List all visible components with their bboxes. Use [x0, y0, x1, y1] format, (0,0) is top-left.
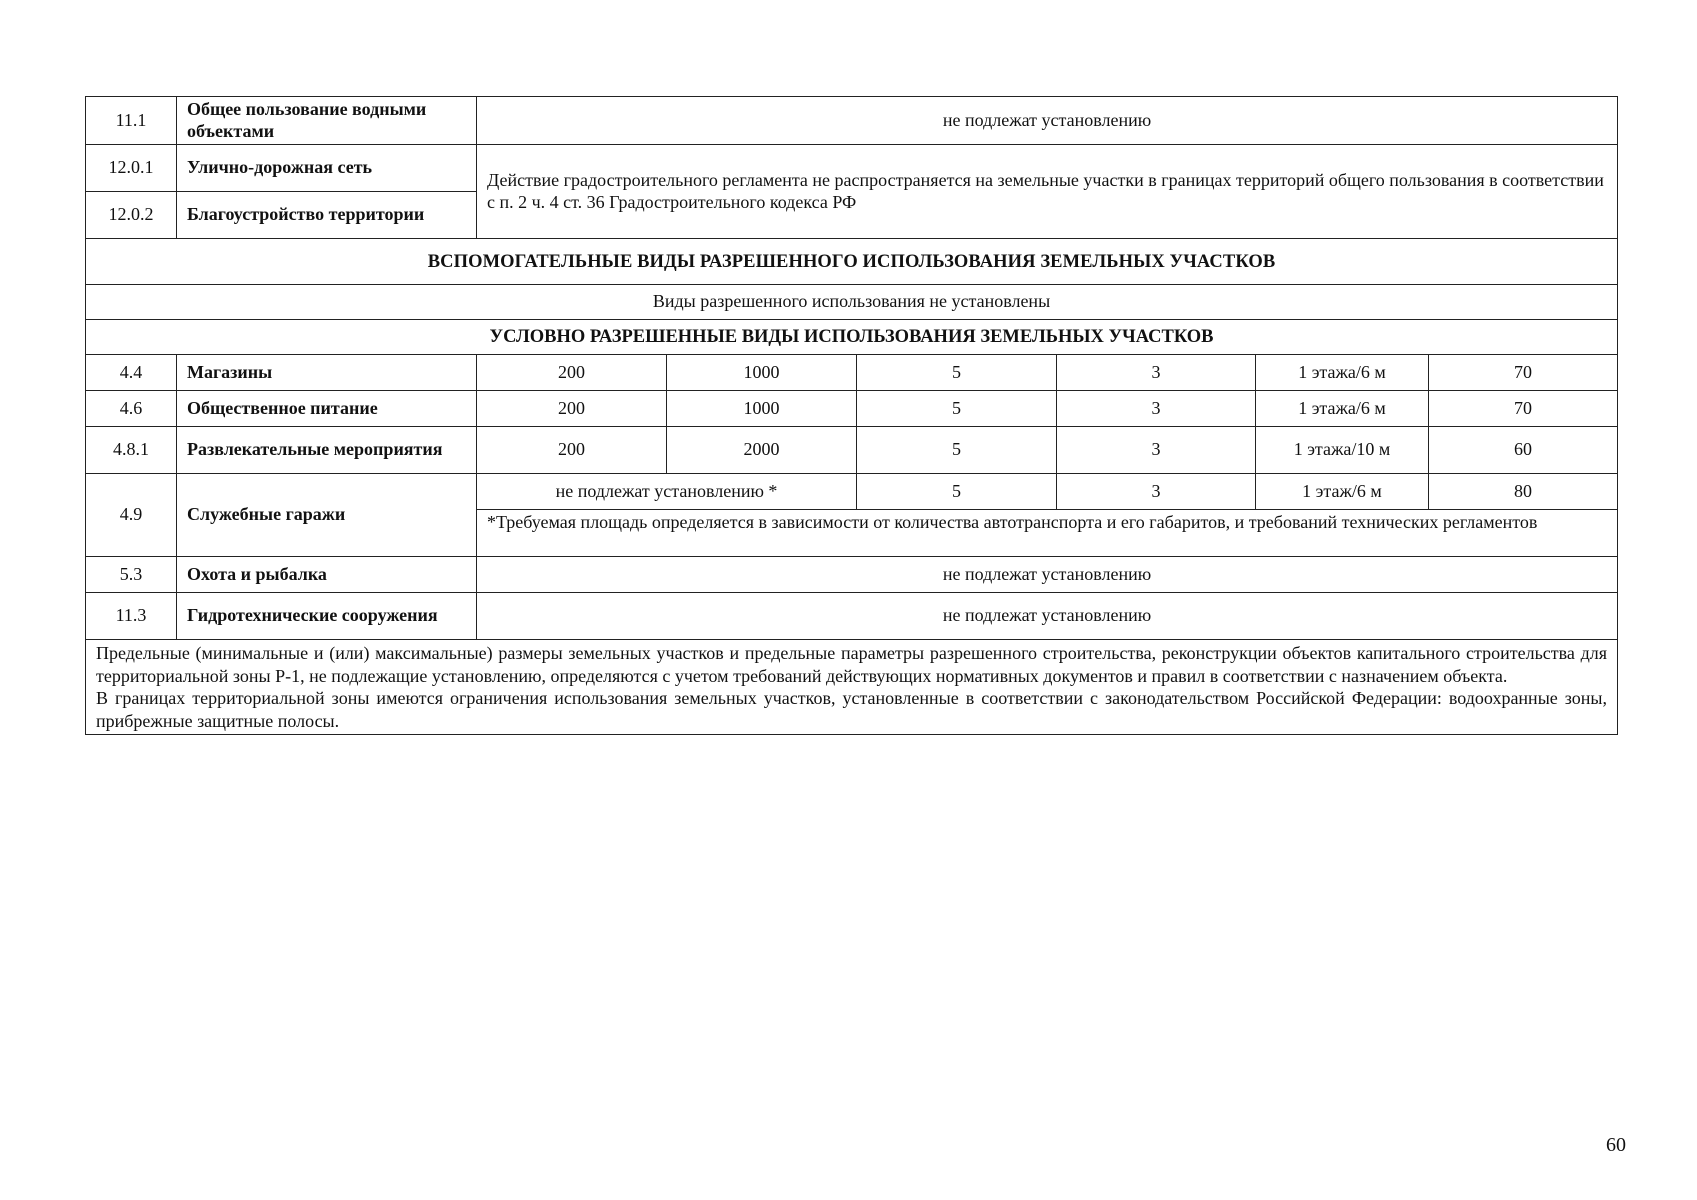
row-code: 4.4	[86, 355, 177, 391]
garages-footnote: *Требуемая площадь определяется в зависимости от количества автотранспорта и его габаритов, и требований технических регламентов	[477, 510, 1618, 557]
row-name: Улично-дорожная сеть	[177, 145, 477, 192]
row-name: Общее пользование водными объектами	[177, 97, 477, 145]
floors-cell: 1 этажа/6 м	[1256, 391, 1429, 427]
table-row	[86, 285, 1618, 320]
row-name: Служебные гаражи	[177, 474, 477, 557]
percent-cell: 60	[1429, 427, 1618, 474]
row-name: Благоустройство территории	[177, 192, 477, 239]
percent-cell: 70	[1429, 355, 1618, 391]
row-code: 4.8.1	[86, 427, 177, 474]
row-code: 5.3	[86, 557, 177, 593]
row-name: Развлекательные мероприятия	[177, 427, 477, 474]
value-cell: 3	[1057, 474, 1256, 510]
table-footer-row	[86, 640, 1618, 735]
percent-cell: 80	[1429, 474, 1618, 510]
floors-cell: 1 этаж/6 м	[1256, 474, 1429, 510]
section-header-auxiliary: ВСПОМОГАТЕЛЬНЫЕ ВИДЫ РАЗРЕШЕННОГО ИСПОЛЬЗОВАНИЯ ЗЕМЕЛЬНЫХ УЧАСТКОВ	[86, 239, 1618, 285]
min-area-cell: 200	[477, 391, 667, 427]
row-code: 4.6	[86, 391, 177, 427]
zoning-regulations-table	[85, 96, 1618, 735]
public-territory-note: Действие градостроительного регламента не распространяется на земельные участки в границах территорий общего пользования в соответствии с п. 2 ч. 4 ст. 36 Градостроительного кодекса РФ	[477, 145, 1618, 239]
row-name: Общественное питание	[177, 391, 477, 427]
section-header-conditional: УСЛОВНО РАЗРЕШЕННЫЕ ВИДЫ ИСПОЛЬЗОВАНИЯ ЗЕМЕЛЬНЫХ УЧАСТКОВ	[86, 320, 1618, 355]
page-number: 60	[1606, 1134, 1626, 1156]
min-area-cell: 200	[477, 427, 667, 474]
row-name: Гидротехнические сооружения	[177, 593, 477, 640]
table-row	[86, 593, 1618, 640]
value-cell: 5	[857, 474, 1057, 510]
area-cell: не подлежат установлению *	[477, 474, 857, 510]
max-area-cell: 2000	[667, 427, 857, 474]
section-header-row	[86, 320, 1618, 355]
row-value: не подлежат установлению	[477, 97, 1618, 145]
table-row	[86, 355, 1618, 391]
row-name: Охота и рыбалка	[177, 557, 477, 593]
value-cell: 3	[1057, 427, 1256, 474]
section-header-row	[86, 239, 1618, 285]
row-code: 11.3	[86, 593, 177, 640]
value-cell: 3	[1057, 355, 1256, 391]
floors-cell: 1 этажа/10 м	[1256, 427, 1429, 474]
table-row	[86, 427, 1618, 474]
row-code: 12.0.1	[86, 145, 177, 192]
row-value: не подлежат установлению	[477, 593, 1618, 640]
footer-paragraph: В границах территориальной зоны имеются ограничения использования земельных участков, установленные в соответствии с законодательством Российской Федерации: водоохранные зоны, прибрежные защитные полосы.	[96, 688, 1608, 731]
table-row	[86, 97, 1618, 145]
value-cell: 5	[857, 391, 1057, 427]
row-code: 11.1	[86, 97, 177, 145]
row-value: не подлежат установлению	[477, 557, 1618, 593]
table-row	[86, 145, 1618, 192]
table-row	[86, 474, 1618, 510]
max-area-cell: 1000	[667, 355, 857, 391]
row-code: 4.9	[86, 474, 177, 557]
floors-cell: 1 этажа/6 м	[1256, 355, 1429, 391]
percent-cell: 70	[1429, 391, 1618, 427]
table-row	[86, 557, 1618, 593]
footer-notes	[86, 640, 1618, 735]
value-cell: 3	[1057, 391, 1256, 427]
auxiliary-note: Виды разрешенного использования не установлены	[86, 285, 1618, 320]
min-area-cell: 200	[477, 355, 667, 391]
value-cell: 5	[857, 355, 1057, 391]
table-row	[86, 391, 1618, 427]
footer-paragraph: Предельные (минимальные и (или) максимальные) размеры земельных участков и предельные параметры разрешенного строительства, реконструкции объектов капитального строительства для территориальной зоны Р-1, не подлежащие установлению, определяются с учетом требований действующих нормативных документов и правил в соответствии с назначением объекта.	[96, 643, 1608, 686]
row-name: Магазины	[177, 355, 477, 391]
row-code: 12.0.2	[86, 192, 177, 239]
value-cell: 5	[857, 427, 1057, 474]
max-area-cell: 1000	[667, 391, 857, 427]
